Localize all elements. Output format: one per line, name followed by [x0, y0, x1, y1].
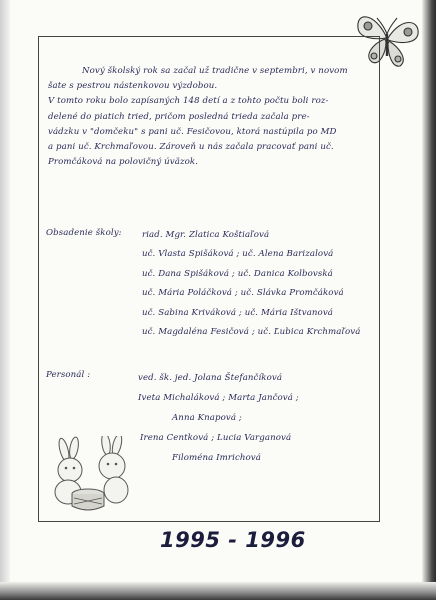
intro-line: V tomto roku bolo zapísaných 148 detí a z tohto počtu boli roz-: [48, 96, 329, 107]
teacher-line: uč. Sabina Kriváková ; uč. Mária Ištvanová: [142, 307, 334, 318]
teacher-line: riad. Mgr. Zlatica Koštiaľová: [142, 230, 270, 240]
teacher-line: uč. Vlasta Spišáková ; uč. Alena Barizalová: [142, 249, 334, 260]
intro-paragraph: [48, 64, 374, 170]
intro-line: delené do piatich tried, pričom posledná trieda začala pre-: [48, 111, 310, 122]
intro-line: a pani uč. Krchmaľovou. Zároveň u nás začala pracovať pani uč.: [48, 142, 334, 153]
page-edge-bottom: [0, 582, 436, 600]
staff-line: Iveta Michaláková ; Marta Jančová ;: [138, 393, 299, 403]
staff-line: Filoména Imrichová: [172, 453, 261, 463]
teacher-line: uč. Magdaléna Fesičová ; uč. Ľubica Krchmaľová: [142, 327, 361, 338]
bunnies-drum-illustration: [44, 436, 140, 514]
staff-line: Anna Knapová ;: [172, 413, 242, 423]
page-edge-left: [0, 0, 10, 600]
teacher-line: uč. Dana Spišáková ; uč. Danica Kolbovská: [142, 268, 333, 279]
staff-label: Personál :: [46, 370, 91, 380]
staff-list: [138, 368, 378, 468]
intro-line: Promčáková na polovičný úväzok.: [48, 157, 199, 168]
intro-line: šate s pestrou nástenkovou výzdobou.: [48, 81, 218, 92]
staff-line: Irena Centková ; Lucia Varganová: [140, 433, 292, 443]
staff-line: ved. šk. jed. Jolana Štefančíková: [138, 373, 283, 383]
book-spine-shadow: [422, 0, 436, 600]
intro-line: vádzku v "domčeku" s pani uč. Fesičovou, ktorá nastúpila po MD: [48, 126, 337, 137]
teachers-label: Obsadenie školy:: [46, 228, 122, 238]
teachers-list: [142, 226, 382, 342]
teacher-line: uč. Mária Poláčková ; uč. Slávka Promčáková: [142, 288, 344, 299]
intro-line: Nový školský rok sa začal už tradične v septembri, v novom: [82, 66, 348, 76]
school-year: 1995 - 1996: [160, 528, 306, 552]
